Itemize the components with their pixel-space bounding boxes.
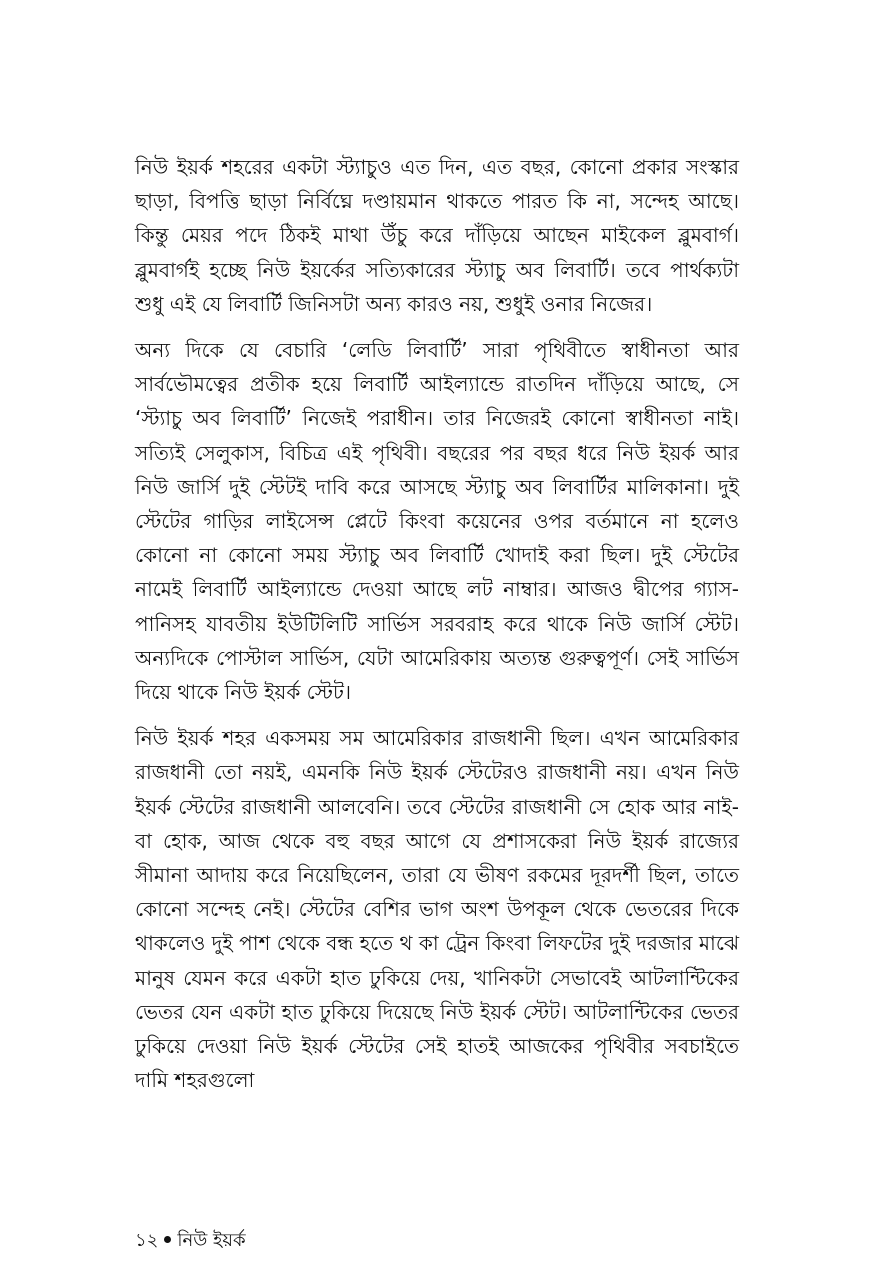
paragraph-3: নিউ ইয়র্ক শহর একসময় সম আমেরিকার রাজধানী ছিল। এখন আমেরিকার রাজধানী তো নয়ই, এমনকি নিউ ইয়র্ক স্টেটেরও রাজধানী নয়। এখন নিউ ইয়র্ক স্টেটের রাজধানী আলবেনি। তবে স্টেটের রাজধানী সে হোক আর নাই-বা হোক, আজ থেকে বহু বছর আগে যে প্রশাসকেরা নিউ ইয়র্ক রাজ্যের সীমানা আদায় করে নিয়েছিলেন, তারা যে ভীষণ রকমের দূরদর্শী ছিল, তাতে কোনো সন্দেহ নেই। স্টেটের বেশির ভাগ অংশ উপকূল থেকে ভেতরের দিকে থাকলেও দুই পাশ থেকে বন্ধ হতে থ কা ট্রেন কিংবা লিফটের দুই দরজার মাঝে মানুষ যেমন করে একটা হাত ঢুকিয়ে দেয়, খানিকটা সেভাবেই আটলান্টিকের ভেতর যেন একটা হাত ঢুকিয়ে দিয়েছে নিউ ইয়র্ক স্টেট। আটলান্টিকের ভেতর ঢুকিয়ে দেওয়া নিউ ইয়র্ক স্টেটের সেই হাতই আজকের পৃথিবীর সবচাইতে দামি শহরগুলো	[135, 726, 739, 1093]
paragraph-1: নিউ ইয়র্ক শহরের একটা স্ট্যাচুও এত দিন, এত বছর, কোনো প্রকার সংস্কার ছাড়া, বিপত্তি ছাড়া নির্বিঘ্নে দণ্ডায়মান থাকতে পারত কি না, সন্দেহ আছে। কিন্তু মেয়র পদে ঠিকই মাথা উঁচু করে দাঁড়িয়ে আছেন মাইকেল ব্লুমবার্গ। ব্লুমবার্গই হচ্ছে নিউ ইয়র্কের সত্যিকারের স্ট্যাচু অব লিবার্টি। তবে পার্থক্যটা শুধু এই যে লিবার্টি জিনিসটা অন্য কারও নয়, শুধুই ওনার নিজের।	[135, 155, 739, 316]
page-body-text	[135, 150, 739, 1109]
page-footer	[135, 1228, 246, 1254]
running-title: নিউ ইয়র্ক	[177, 1230, 246, 1251]
paragraph-2: অন্য দিকে যে বেচারি ‘লেডি লিবার্টি’ সারা পৃথিবীতে স্বাধীনতা আর সার্বভৌমত্বের প্রতীক হয়ে লিবার্টি আইল্যান্ডে রাতদিন দাঁড়িয়ে আছে, সে ‘স্ট্যাচু অব লিবার্টি’ নিজেই পরাধীন। তার নিজেরই কোনো স্বাধীনতা নাই। সত্যিই সেলুকাস, বিচিত্র এই পৃথিবী। বছরের পর বছর ধরে নিউ ইয়র্ক আর নিউ জার্সি দুই স্টেটই দাবি করে আসছে স্ট্যাচু অব লিবার্টির মালিকানা। দুই স্টেটের গাড়ির লাইসেন্স প্লেটে কিংবা কয়েনের ওপর বর্তমানে না হলেও কোনো না কোনো সময় স্ট্যাচু অব লিবার্টি খোদাই করা ছিল। দুই স্টেটের নামেই লিবার্টি আইল্যান্ডে দেওয়া আছে লট নাম্বার। আজও দ্বীপের গ্যাস-পানিসহ যাবতীয় ইউটিলিটি সার্ভিস সরবরাহ করে থাকে নিউ জার্সি স্টেট। অন্যদিকে পোস্টাল সার্ভিস, যেটা আমেরিকায় অত্যন্ত গুরুত্বপূর্ণ। সেই সার্ভিস দিয়ে থাকে নিউ ইয়র্ক স্টেট।	[135, 338, 739, 705]
page-number: ১২	[135, 1230, 159, 1251]
bullet-separator-icon	[164, 1236, 171, 1243]
